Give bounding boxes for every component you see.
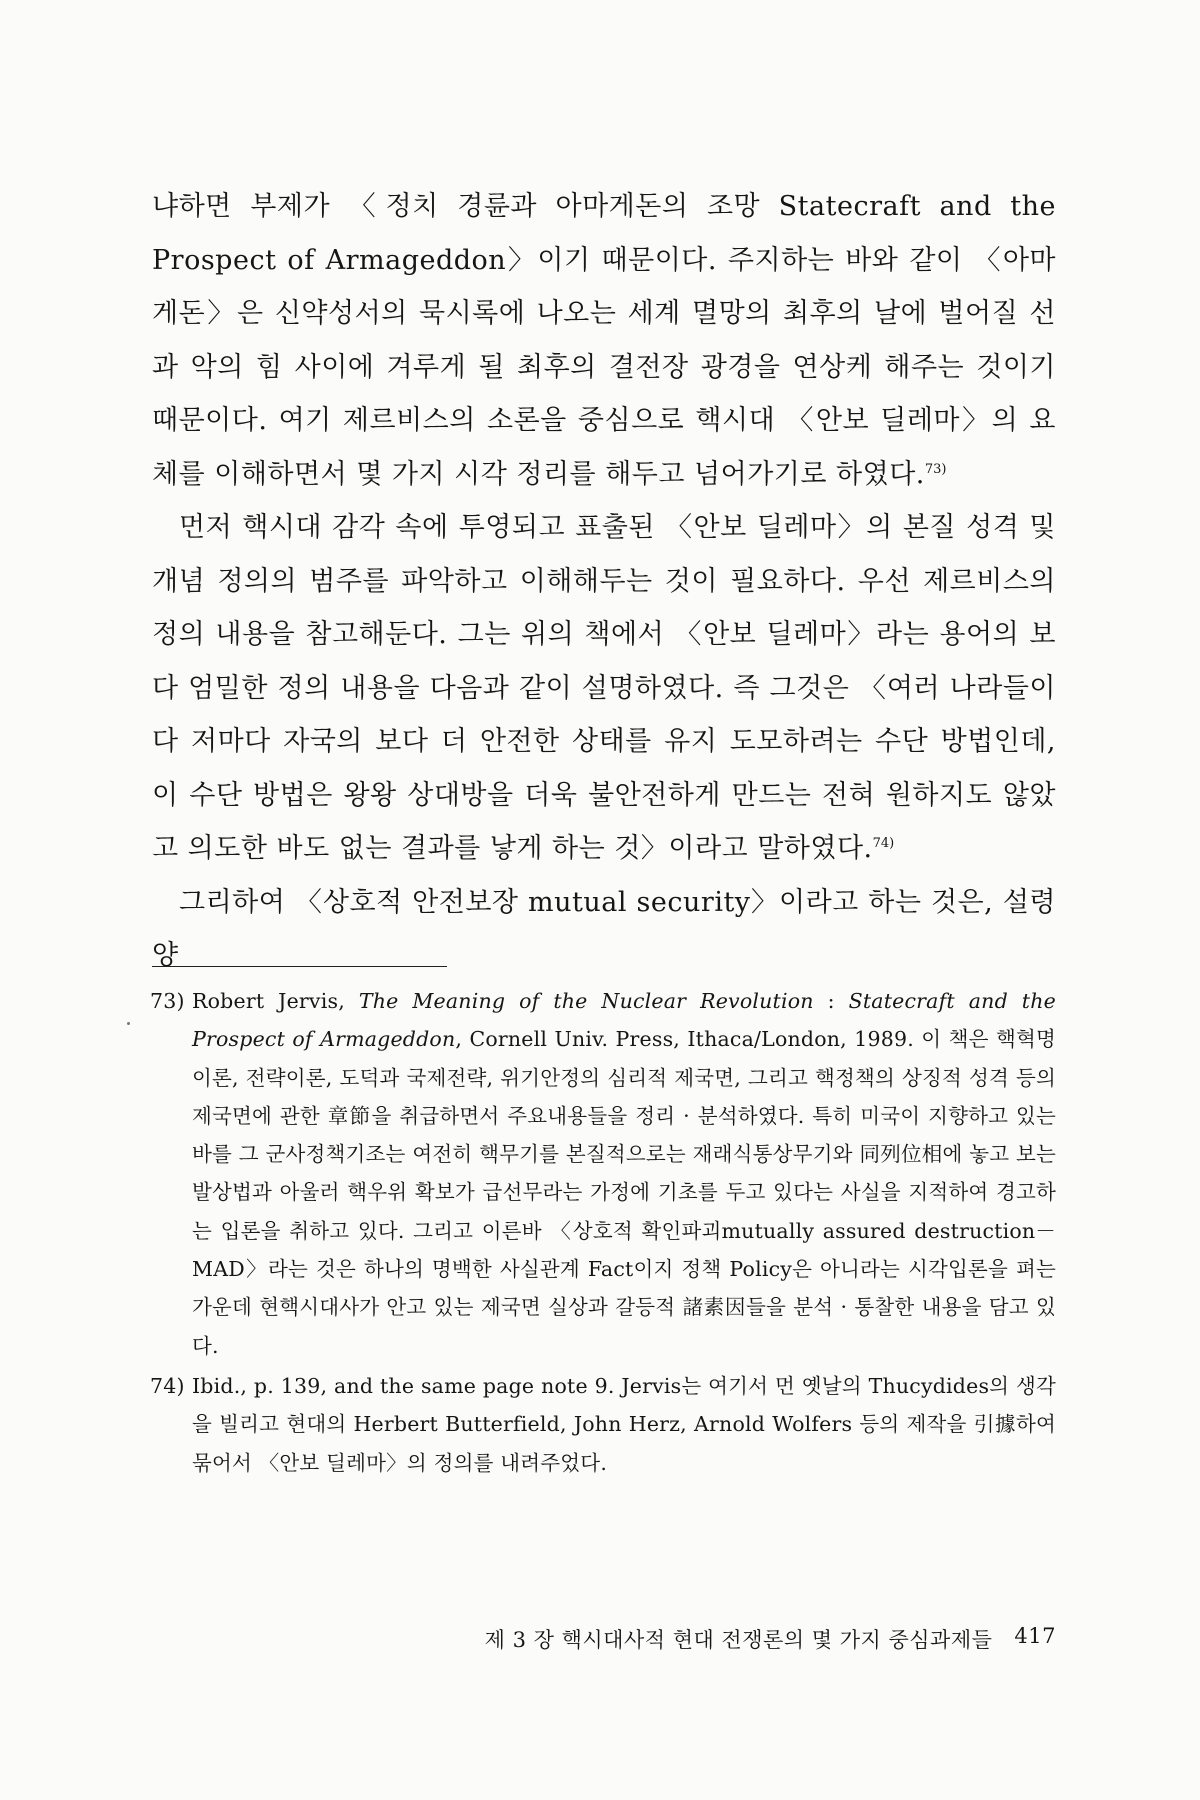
chapter-title: 제 3 장 핵시대사적 현대 전쟁론의 몇 가지 중심과제들 [484,1628,993,1652]
footnote-divider [152,966,447,967]
book-title: The Meaning of the Nuclear Revolution [358,989,814,1013]
footnote-number: 74) [150,1373,185,1398]
footnote-body: , Cornell Univ. Press, Ithaca/London, 1989. 이 책은 핵혁명이론, 전략이론, 도덕과 국제전략, 위기안정의 심리적 제국면, 그리고 핵정책의 상징적 성격 등의 제국면에 관한 章節을 취급하면서 주요내용들을 정리 · 분석하였다. 특히 미국이 지향하고 있는 바를 그 군사정책기조는 여전히 핵무기를 본질적으로는 재래식통상무기와 同列位相에 놓고 보는 발상법과 아울러 핵우위 확보가 급선무라는 가정에 기초를 두고 있다는 사실을 지적하여 경고하는 입론을 취하고 있다. 그리고 이른바 〈상호적 확인파괴mutually assured destruction－MAD〉라는 것은 하나의 명백한 사실관계 Fact이지 정책 Policy은 아니라는 시각입론을 펴는 가운데 현핵시대사가 안고 있는 제국면 실상과 갈등적 諸素因들을 분석 · 통찰한 내용을 담고 있다. [192,1027,1056,1358]
footnotes [150,982,1056,1482]
footnote-reference: 73) [924,461,947,477]
footnote-number: 73) [150,989,185,1013]
paragraph [152,180,1056,501]
book-subtitle: Statecraft and the Prospect of Armageddon [192,989,1056,1052]
footnote-text: Ibid., p. 139, and the same page note 9. Jervis는 여기서 먼 옛날의 Thucydides의 생각을 빌리고 현대의 Herbert Butterfield, John Herz, Arnold Wolfers 등의 제작을 引據하여 묶어서 〈안보 딜레마〉의 정의를 내려주었다. [192,1373,1056,1475]
scan-speck [127,1022,130,1025]
paragraph-text: 그리하여 〈상호적 안전보장 mutual security〉이라고 하는 것은, 설령 양 [152,886,1056,971]
paragraph-text: 먼저 핵시대 감각 속에 투영되고 표출된 〈안보 딜레마〉의 본질 성격 및 개념 정의의 범주를 파악하고 이해해두는 것이 필요하다. 우선 제르비스의 정의 내용을 참고해둔다. 그는 위의 책에서 〈안보 딜레마〉라는 용어의 보다 엄밀한 정의 내용을 다음과 같이 설명하였다. 즉 그것은 〈여러 나라들이 다 저마다 자국의 보다 더 안전한 상태를 유지 도모하려는 수단 방법인데, 이 수단 방법은 왕왕 상대방을 더욱 불안전하게 만드는 전혀 원하지도 않았고 의도한 바도 없는 결과를 낳게 하는 것〉이라고 말하였다. [152,512,1056,864]
footnote-reference: 74) [872,836,895,851]
footnote-74 [150,1367,1056,1482]
title-separator: : [813,989,849,1013]
paragraph-text: 냐하면 부제가 〈정치 경륜과 아마게돈의 조망 Statecraft and the Prospect of Armageddon〉이기 때문이다. 주지하는 바와 같이 〈아마게돈〉은 신약성서의 묵시록에 나오는 세계 멸망의 최후의 날에 벌어질 선과 악의 힘 사이에 겨루게 될 최후의 결전장 광경을 연상케 해주는 것이기 때문이다. 여기 제르비스의 소론을 중심으로 핵시대 〈안보 딜레마〉의 요체를 이해하면서 몇 가지 시각 정리를 해두고 넘어가기로 하였다. [152,191,1056,490]
paragraph [152,501,1056,876]
page-number: 417 [1014,1624,1056,1648]
main-text [152,180,1056,983]
footnote-text [192,982,1056,1365]
page-footer [360,1624,1056,1654]
footnote-author: Robert Jervis, [192,989,359,1013]
footnote-73 [150,982,1056,1365]
